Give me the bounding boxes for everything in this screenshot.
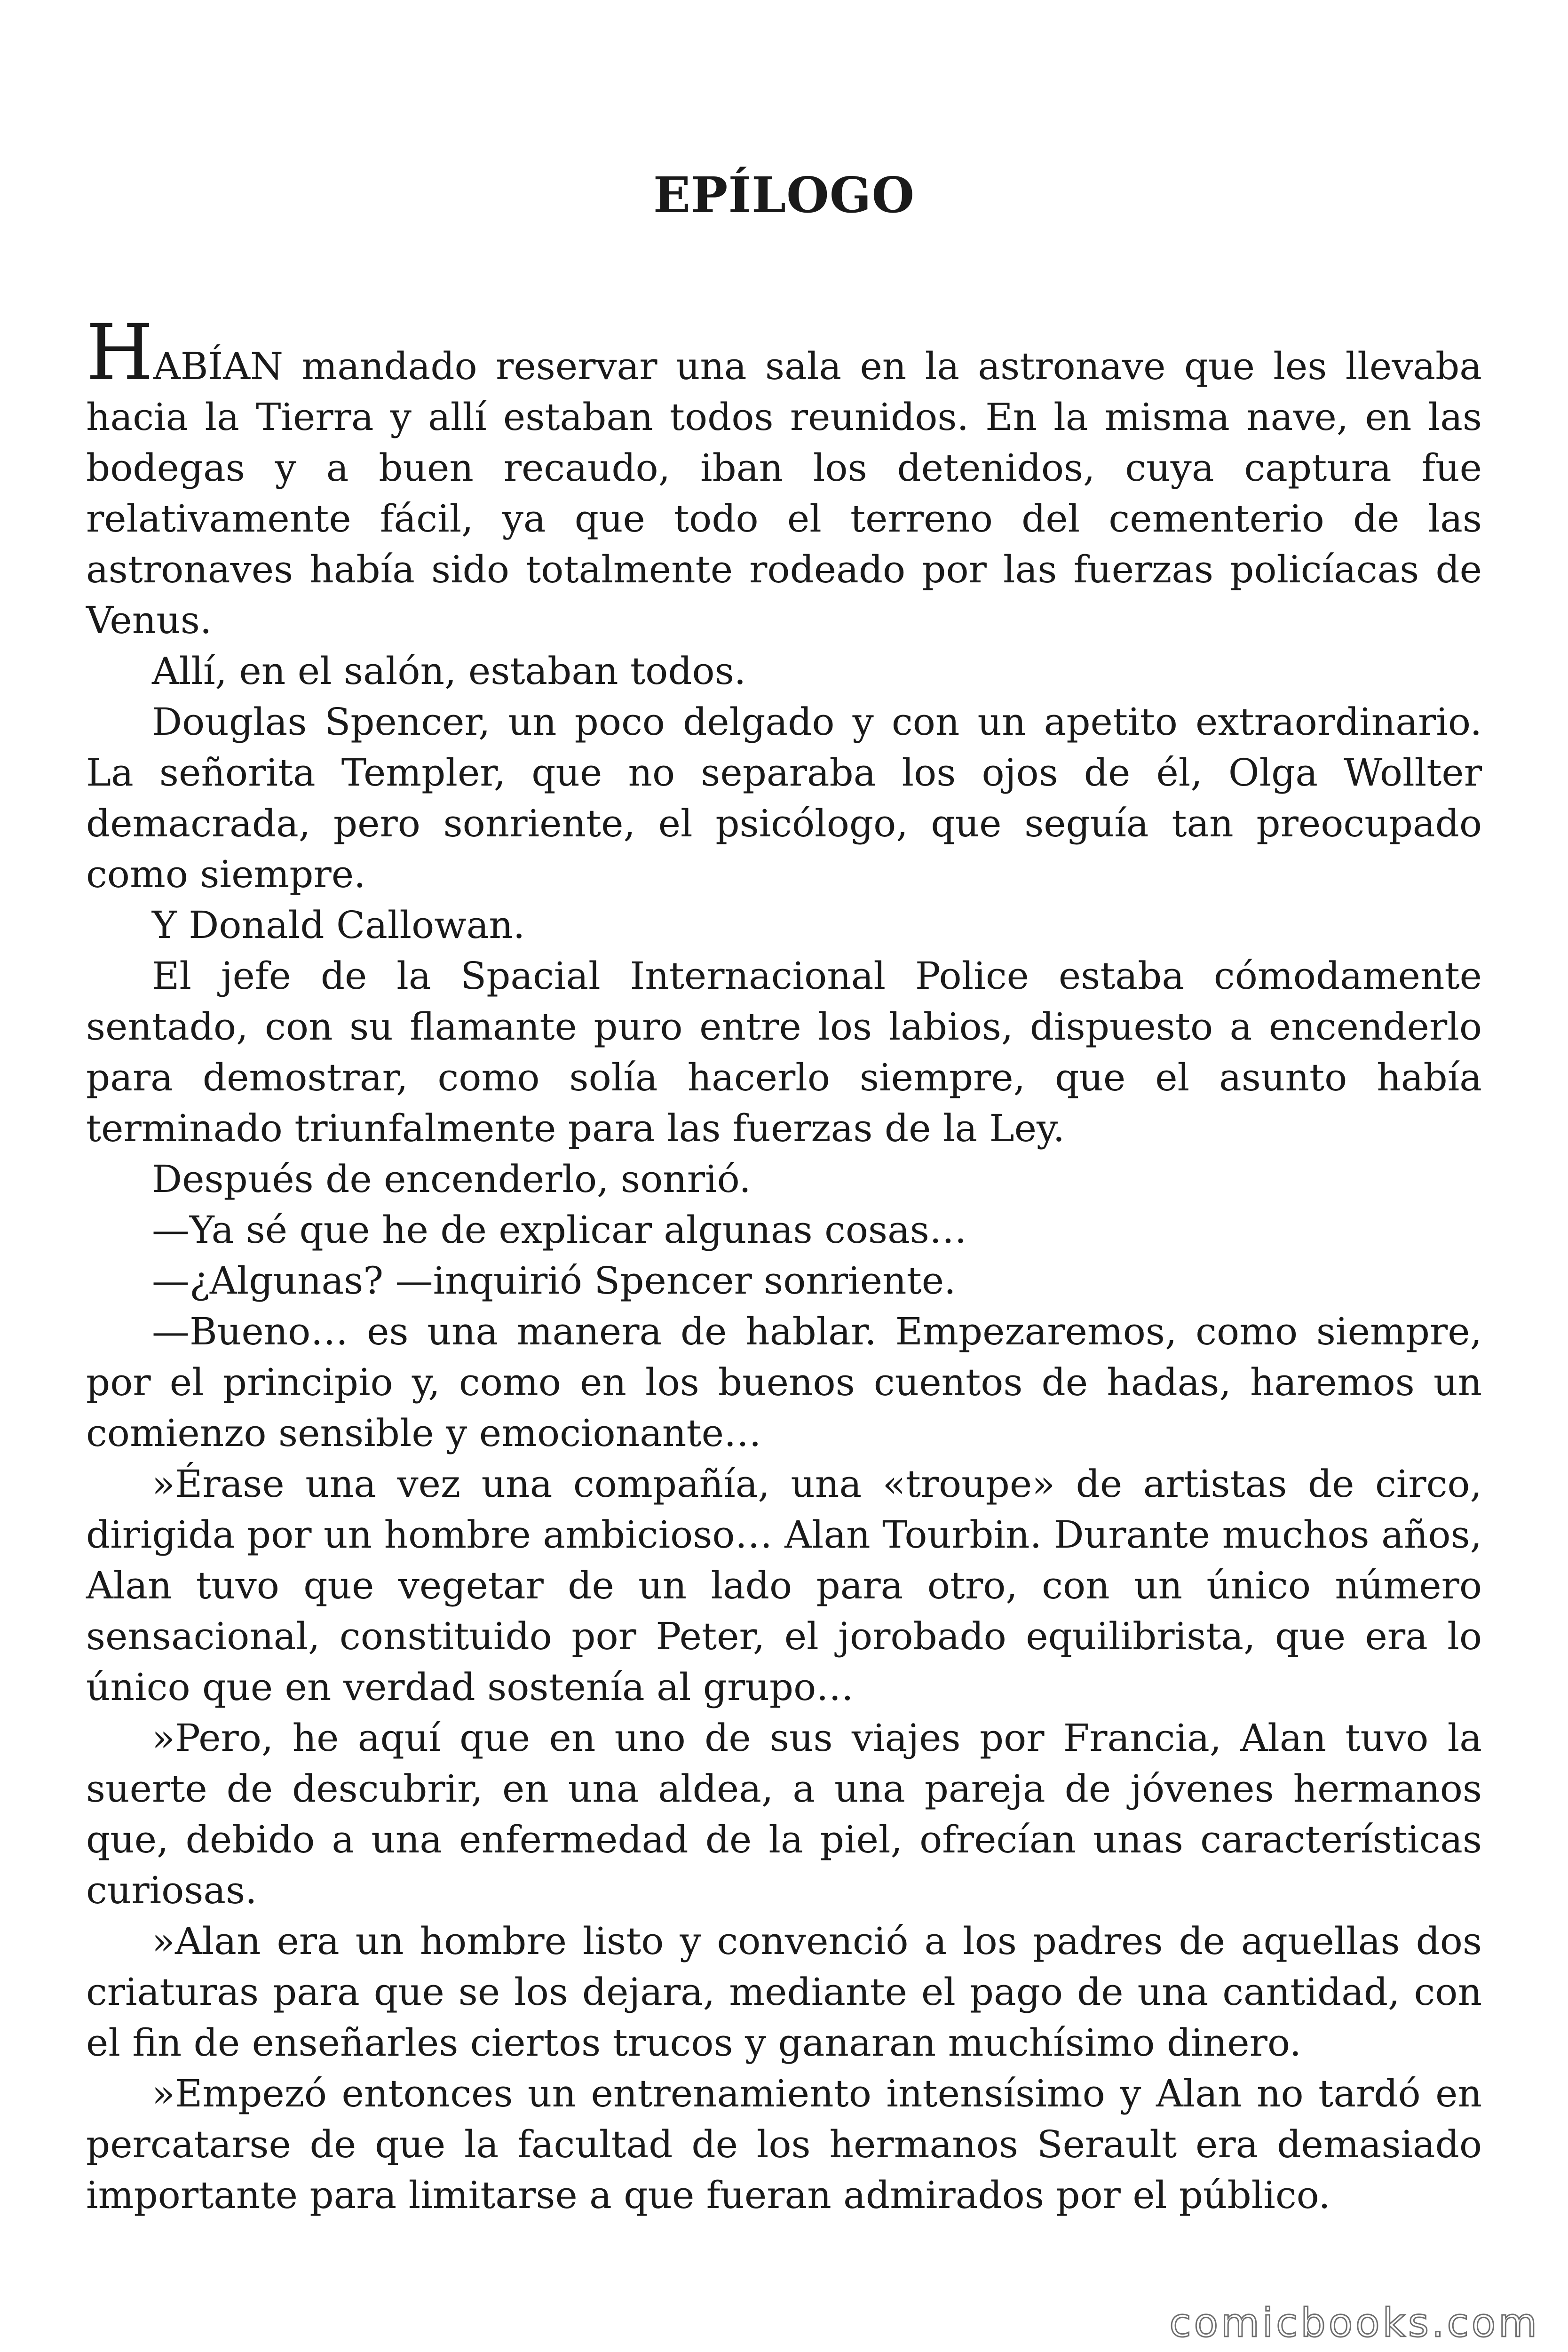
site-watermark: comicbooks.com xyxy=(1169,2300,1540,2346)
paragraph: Y Donald Callowan. xyxy=(152,903,525,947)
opening-text: mandado reservar una sala en la astronave que les llevaba hacia la Tierra y allí estaban todos reunidos. En la misma nave, en las bodegas y a buen recaudo, iban los detenidos, cuya captura fue relativamente fácil, ya que todo el terreno del cementerio de las astronaves había sido totalmente rodeado por las fuerzas policíacas de Venus. xyxy=(86,344,1482,642)
paragraph-opening xyxy=(86,308,1482,646)
chapter-body xyxy=(86,308,1482,2221)
drop-cap: H xyxy=(86,308,154,397)
paragraph: El jefe de la Spacial Internacional Police estaba cómodamente sentado, con su flamante puro entre los labios, dispuesto a encenderlo para demostrar, como solía hacerlo siempre, que el asunto había terminado triunfalmente para las fuerzas de la Ley. xyxy=(86,954,1482,1150)
paragraph: »Empezó entonces un entrenamiento intensísimo y Alan no tardó en percatarse de que la facultad de los hermanos Serault era demasiado importante para limitarse a que fueran admirados por el público. xyxy=(86,2072,1482,2217)
paragraph: —Bueno… es una manera de hablar. Empezaremos, como siempre, por el principio y, como en los buenos cuentos de hadas, haremos un comienzo sensible y emocionante… xyxy=(86,1310,1482,1455)
paragraph: »Alan era un hombre listo y convenció a los padres de aquellas dos criaturas para que se los dejara, mediante el pago de una cantidad, con el fin de enseñarles ciertos trucos y ganaran muchísimo dinero. xyxy=(86,1919,1482,2065)
paragraph: —Ya sé que he de explicar algunas cosas… xyxy=(152,1208,967,1252)
book-page xyxy=(86,0,1482,2352)
paragraph: Después de encenderlo, sonrió. xyxy=(152,1157,751,1201)
paragraph: Douglas Spencer, un poco delgado y con un apetito extraordinario. La señorita Templer, que no separaba los ojos de él, Olga Wollter demacrada, pero sonriente, el psicólogo, que seguía tan preocupado como siempre. xyxy=(86,700,1482,896)
paragraph: »Pero, he aquí que en uno de sus viajes por Francia, Alan tuvo la suerte de descubrir, en una aldea, a una pareja de jóvenes hermanos que, debido a una enfermedad de la piel, ofrecían unas características curiosas. xyxy=(86,1716,1482,1912)
chapter-title: EPÍLOGO xyxy=(653,166,915,224)
paragraph: —¿Algunas? —inquirió Spencer sonriente. xyxy=(152,1259,956,1303)
small-caps-word: ABÍAN xyxy=(153,344,283,388)
paragraph: Allí, en el salón, estaban todos. xyxy=(152,649,746,693)
paragraph: »Érase una vez una compañía, una «troupe» de artistas de circo, dirigida por un hombre ambicioso… Alan Tourbin. Durante muchos años, Alan tuvo que vegetar de un lado para otro, con un único número sensacional, constituido por Peter, el jorobado equilibrista, que era lo único que en verdad sostenía al grupo… xyxy=(86,1462,1482,1709)
